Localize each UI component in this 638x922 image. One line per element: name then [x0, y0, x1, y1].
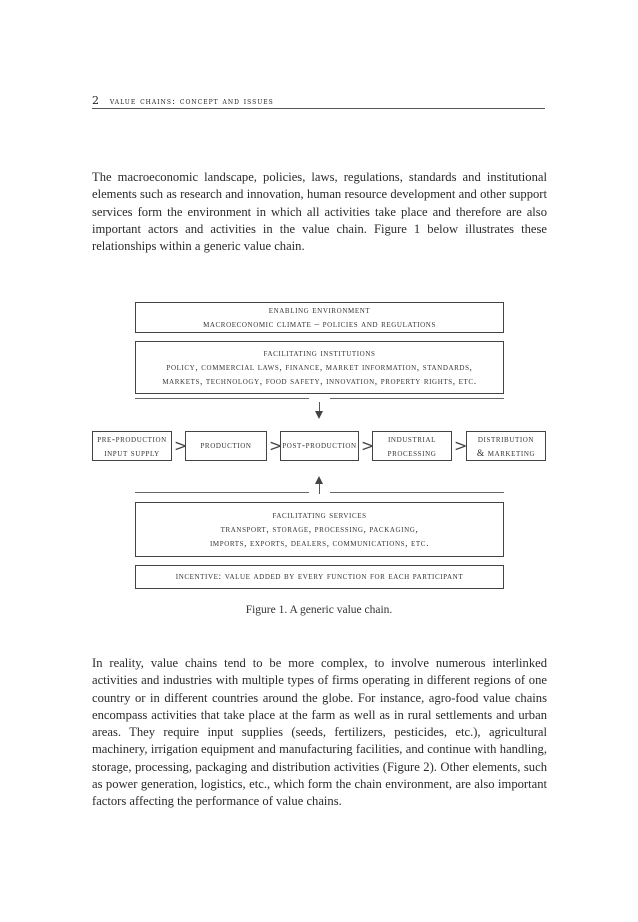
chain-step-input-supply — [92, 431, 172, 461]
enabling-environment-box — [135, 302, 504, 333]
chain-step-production — [185, 431, 267, 461]
chain-step-industrial-processing — [372, 431, 452, 461]
institutions-title: facilitating institutions — [263, 349, 376, 359]
figure-caption: Figure 1. A generic value chain. — [245, 604, 393, 616]
facilitating-institutions-box — [135, 341, 504, 394]
separator-line-left-bottom — [135, 492, 309, 493]
chevron-right-icon: > — [361, 436, 375, 455]
chain-step-label-4b: processing — [387, 449, 437, 459]
enabling-environment-text: macroeconomic climate – policies and regulations — [203, 320, 436, 330]
chain-step-label-1b: input supply — [104, 449, 160, 459]
paragraph-body: In reality, value chains tend to be more complex, to involve numerous interlinked activities and industries with multiple types of firms operating in different regions of one country or in different countries around the globe. For instance, agro-food value chains encompass activities that take place at the farm as well as in rural settlements and urban areas. They require input supplies (seeds, fertilizers, pesticides, etc.), agricultural machinery, irrigation equipment and manufacturing facilities, and continue with handling, storage, processing, packaging and distribution activities (Figure 2). Other elements, such as power generation, logistics, etc., which form the chain environment, are also important factors affecting the performance of value chains. — [92, 656, 547, 809]
incentive-box — [135, 565, 504, 589]
up-arrow-shaft — [319, 483, 320, 494]
chain-step-distribution-marketing — [466, 431, 546, 461]
down-arrow-icon — [315, 411, 323, 419]
chevron-right-icon: > — [174, 436, 188, 455]
services-text-2: imports, exports, dealers, communications, etc. — [209, 539, 430, 549]
institutions-text-1: policy, commercial laws, finance, market information, standards, — [166, 363, 473, 373]
running-title: value chains: concept and issues — [109, 97, 274, 107]
chain-step-label-5a: distribution — [477, 435, 535, 445]
enabling-environment-title: enabling environment — [268, 306, 371, 316]
chain-step-post-production — [280, 431, 359, 461]
institutions-text-2: markets, technology, food safety, innovation, property rights, etc. — [162, 377, 477, 387]
facilitating-services-box — [135, 502, 504, 557]
chevron-right-icon: > — [269, 436, 283, 455]
chain-step-label-1a: pre-production — [97, 435, 167, 445]
services-text-1: transport, storage, processing, packaging, — [220, 525, 419, 535]
chevron-right-icon: > — [454, 436, 468, 455]
chain-step-label-5b: & marketing — [476, 449, 536, 459]
chain-step-label-3: post-production — [282, 441, 357, 451]
running-header — [92, 94, 545, 109]
services-title: facilitating services — [272, 511, 367, 521]
chain-step-label-2: production — [200, 441, 252, 451]
page-number: 2 — [92, 94, 100, 107]
separator-line-left-top — [135, 398, 309, 399]
separator-line-right-top — [330, 398, 504, 399]
paragraph-intro: The macroeconomic landscape, policies, laws, regulations, standards and institutional elements such as research and innovation, human resource development and other support services form the environment in which all activities take place and therefore are also important actors and activities in the value chain. Figure 1 below illustrates these relationships within a generic value chain. — [92, 170, 547, 254]
incentive-text: incentive: value added by every function for each participant — [175, 572, 464, 582]
chain-step-label-4a: industrial — [388, 435, 436, 445]
separator-line-right-bottom — [330, 492, 504, 493]
